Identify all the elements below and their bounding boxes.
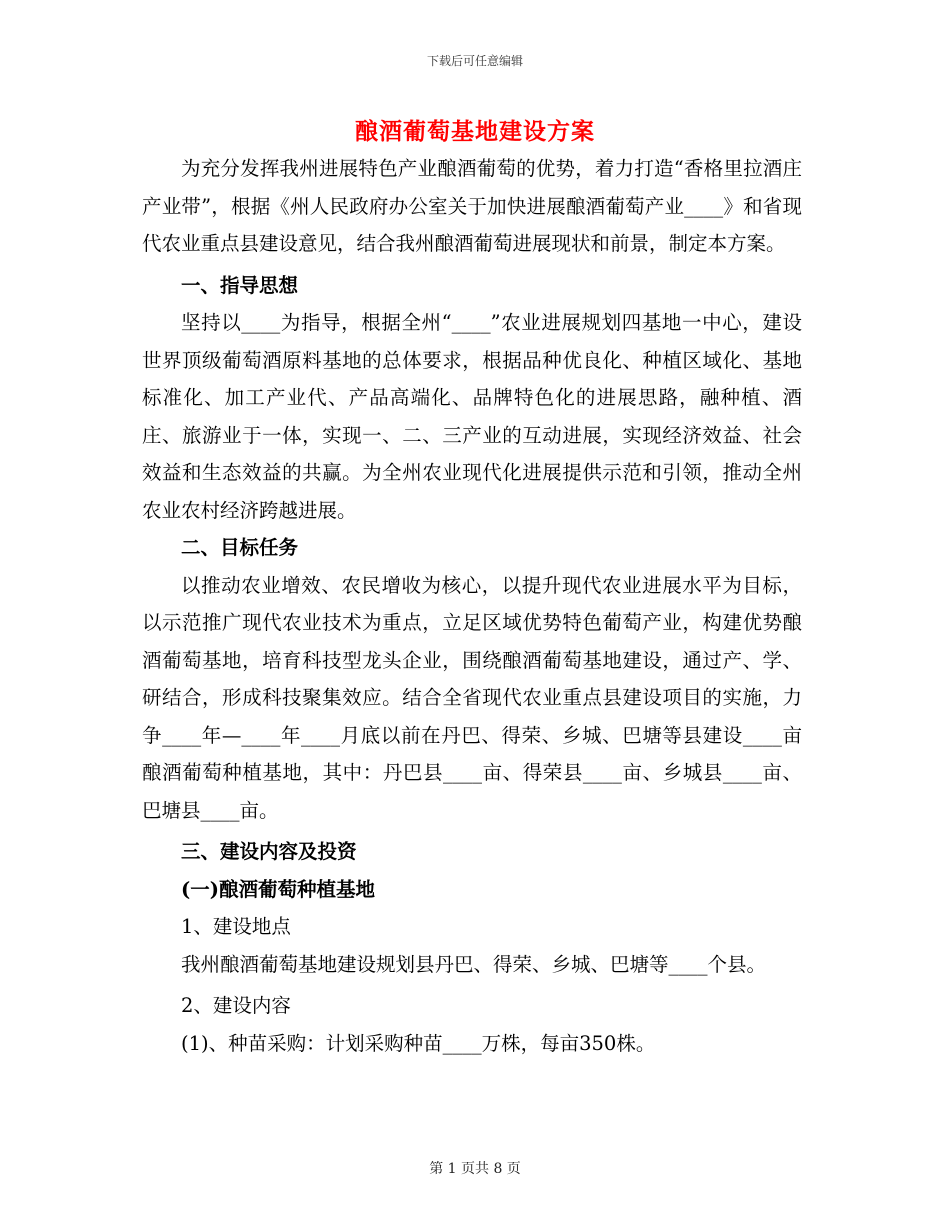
seedling-purchase-paragraph: (1)、种苗采购：计划采购种苗____万株，每亩350株。 bbox=[181, 1031, 656, 1055]
location-paragraph: 我州酿酒葡萄基地建设规划县丹巴、得荣、乡城、巴塘等____个县。 bbox=[181, 952, 767, 976]
document-body bbox=[142, 150, 802, 1062]
item-heading-location: 1、建设地点 bbox=[181, 915, 291, 938]
page-footer: 第 1 页共 8 页 bbox=[429, 1161, 521, 1177]
section-heading-construction: 三、建设内容及投资 bbox=[181, 840, 357, 863]
item-heading-content: 2、建设内容 bbox=[181, 994, 291, 1017]
document-title: 酿酒葡萄基地建设方案 bbox=[355, 118, 595, 145]
page-header: 下载后可任意编辑 bbox=[426, 54, 523, 68]
guiding-ideology-paragraph: 坚持以____为指导，根据全州“____”农业进展规划四基地一中心，建设世界顶级葡萄酒原料基地的总体要求，根据品种优良化、种植区域化、基地标准化、加工产业代、产品高端化、品牌特色化的进展思路，融种植、酒庄、旅游业于一体，实现一、二、三产业的互动进展，实现经济效益、社会效益和生态效益的共赢。为全州农业现代化进展提供示范和引领，推动全州农业农村经济跨越进展。 bbox=[142, 311, 802, 522]
section-heading-goals: 二、目标任务 bbox=[181, 536, 299, 559]
goals-paragraph: 以推动农业增效、农民增收为核心，以提升现代农业进展水平为目标，以示范推广现代农业技术为重点，立足区域优势特色葡萄产业，构建优势酿酒葡萄基地，培育科技型龙头企业，围绕酿酒葡萄基地建设，通过产、学、研结合，形成科技聚集效应。结合全省现代农业重点县建设项目的实施，力争____年—____年____月底以前在丹巴、得荣、乡城、巴塘等县建设____亩酿酒葡萄种植基地，其中：丹巴县____亩、得荣县____亩、乡城县____亩、巴塘县____亩。 bbox=[142, 573, 802, 822]
section-heading-guiding-ideology: 一、指导思想 bbox=[181, 273, 299, 297]
intro-paragraph: 为充分发挥我州进展特色产业酿酒葡萄的优势，着力打造“香格里拉酒庄产业带”，根据《州人民政府办公室关于加快进展酿酒葡萄产业____》和省现代农业重点县建设意见，结合我州酿酒葡萄进展现状和前景，制定本方案。 bbox=[142, 157, 802, 255]
subsection-heading-planting-base: (一)酿酒葡萄种植基地 bbox=[181, 877, 375, 901]
